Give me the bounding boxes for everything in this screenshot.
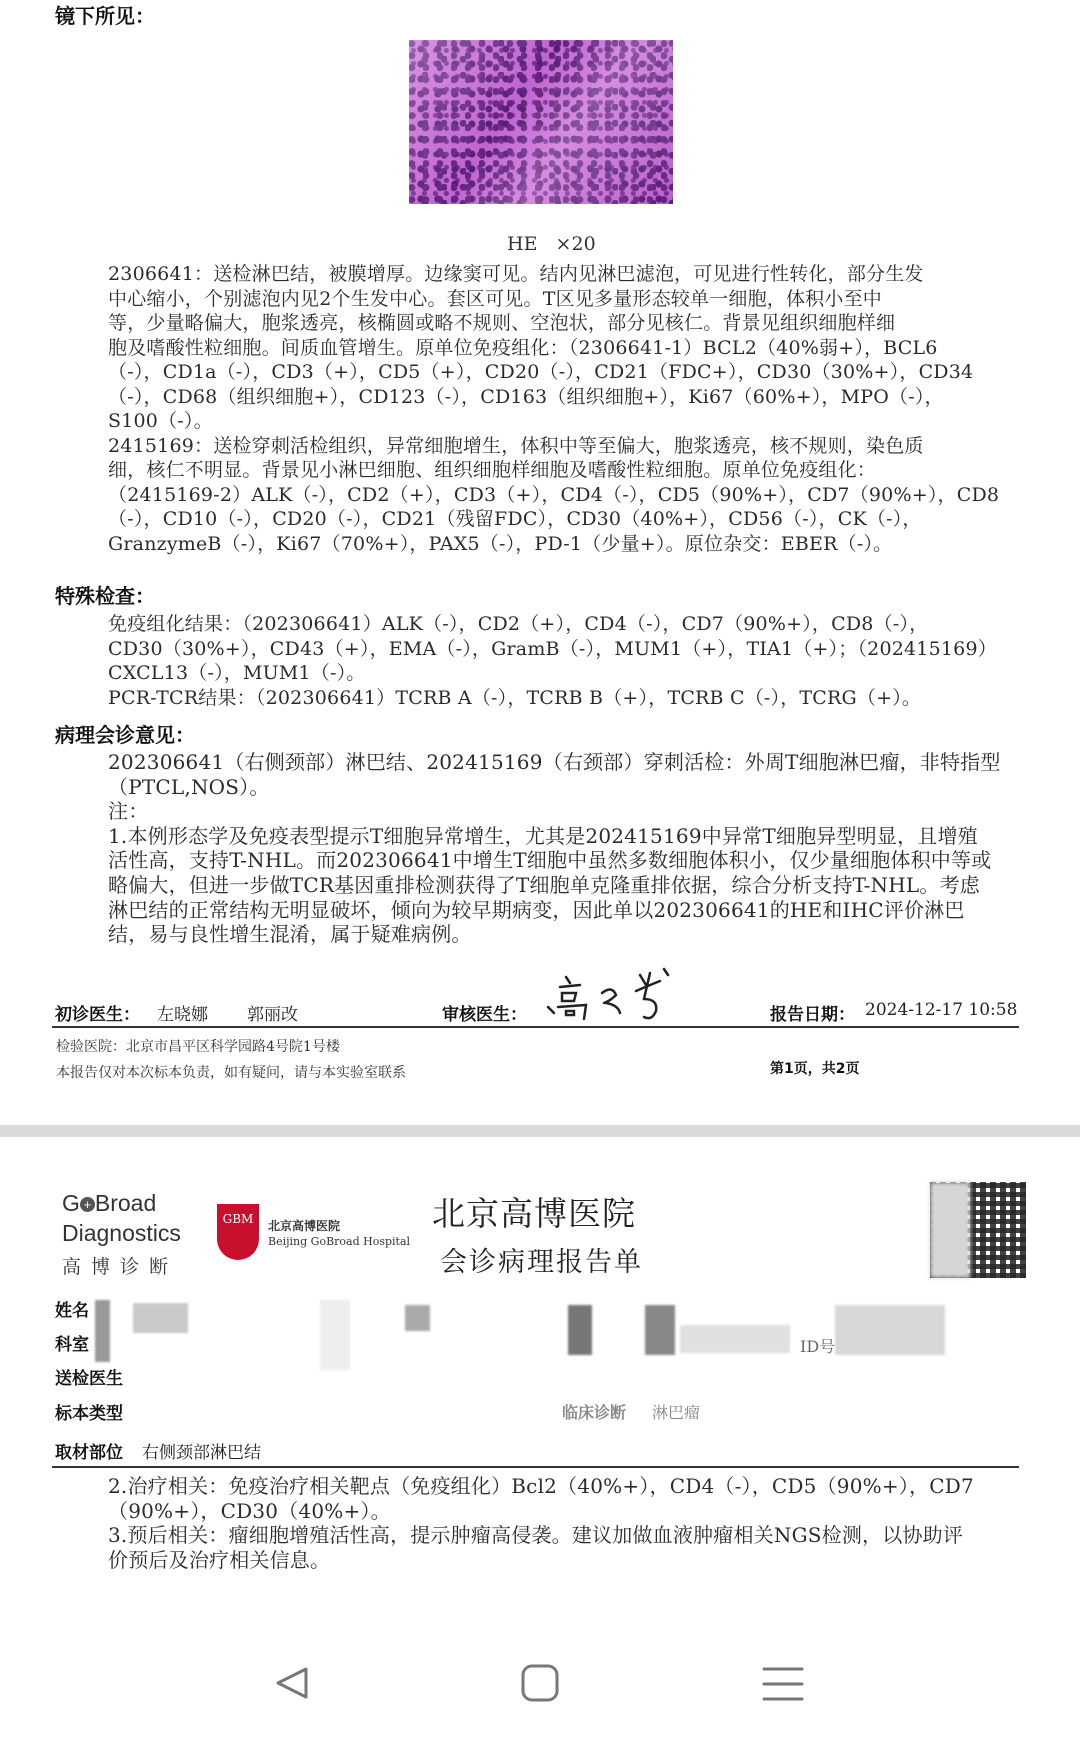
redaction	[645, 1305, 675, 1355]
field-dept-label: 科室	[55, 1335, 89, 1355]
special-exam-heading: 特殊检查：	[55, 584, 155, 608]
redaction	[568, 1305, 592, 1355]
field-doctor-label: 送检医生	[55, 1369, 123, 1389]
report-date-label: 报告日期：	[770, 1005, 855, 1025]
field-name-label: 姓名	[55, 1301, 89, 1321]
disclaimer: 本报告仅对本次标本负责，如有疑问，请与本实验室联系	[56, 1065, 406, 1081]
text-line: 2306641：送检淋巴结，被膜增厚。边缘窦可见。结内见淋巴滤泡，可见进行性转化，部分生发	[108, 263, 924, 285]
text-line: PCR-TCR结果：（202306641）TCRB A（-），TCRB B（+），TCRB C（-），TCRG（+）。	[108, 686, 922, 709]
text-line: 1.本例形态学及免疫表型提示T细胞异常增生，尤其是202415169中异常T细胞异型明显，且增殖	[108, 823, 978, 848]
text-line: （-），CD1a（-），CD3（+），CD5（+），CD20（-），CD21（FDC+），CD30（30%+），CD34	[108, 361, 974, 383]
text-line: 价预后及治疗相关信息。	[108, 1547, 331, 1572]
report-date: 2024-12-17 10:58	[865, 1000, 1018, 1020]
text-line: 结，易与良性增生混淆，属于疑难病例。	[108, 922, 472, 947]
text-line: 略偏大，但进一步做TCR基因重排检测获得了T细胞单克隆重排依据，综合分析支持T-NHL。考虑	[108, 872, 980, 897]
redaction	[835, 1305, 945, 1355]
text-line: （-），CD10（-），CD20（-），CD21（残留FDC），CD30（40%+），CD56（-），CK（-），	[108, 508, 922, 530]
text-line: S100（-）。	[108, 410, 213, 432]
clinical-dx-value: 淋巴瘤	[652, 1403, 701, 1422]
text-line: （PTCL,NOS）。	[108, 774, 270, 799]
review-doctor-signature	[540, 955, 690, 1025]
redaction	[95, 1300, 110, 1362]
microscope-heading: 镜下所见：	[55, 4, 155, 28]
back-icon[interactable]	[272, 1663, 312, 1703]
text-line: 胞及嗜酸性粒细胞。间质血管增生。原单位免疫组化：（2306641-1）BCL2（40%弱+），BCL6	[108, 336, 938, 359]
text-line: CXCL13（-），MUM1（-）。	[108, 662, 366, 684]
text-line: 等，少量略偏大，胞浆透亮，核椭圆或略不规则、空泡状，部分见核仁。背景见组织细胞样细	[108, 312, 896, 334]
id-label: ID号	[800, 1337, 836, 1356]
plus-circle-icon: +	[80, 1197, 95, 1212]
text-line: GranzymeB（-），Ki67（70%+），PAX5（-），PD-1（少量+）。原位杂交：EBER（-）。	[108, 532, 893, 555]
text-line: （-），CD68（组织细胞+），CD123（-），CD163（组织细胞+），Ki67（60%+），MPO（-），	[108, 385, 944, 408]
microscope-description	[108, 262, 1028, 556]
text-line: 细，核仁不明显。背景见小淋巴细胞、组织细胞样细胞及嗜酸性粒细胞。原单位免疫组化：	[108, 459, 877, 481]
gobroad-logo: G + Broad	[62, 1190, 157, 1216]
text-line: （90%+），CD30（40%+）。	[108, 1498, 391, 1523]
footer-rule	[52, 1026, 1019, 1028]
consult-heading: 病理会诊意见：	[55, 723, 195, 747]
text-line: CD30（30%+），CD43（+），EMA（-），GramB（-），MUM1（+），TIA1（+）；（202415169）	[108, 637, 997, 660]
gbm-badge: GBM	[217, 1204, 259, 1260]
hospital-title: 北京高博医院	[432, 1194, 636, 1233]
text-line: 2415169：送检穿刺活检组织，异常细胞增生，体积中等至偏大，胞浆透亮，核不规则，染色质	[108, 434, 924, 457]
recents-menu-icon[interactable]	[762, 1665, 804, 1703]
hospital-cn-small: 北京高博医院	[268, 1219, 341, 1233]
hospital-en-small: Beijing GoBroad Hospital	[268, 1235, 411, 1248]
gobroad-logo-cn: 高 博 诊 断	[62, 1256, 171, 1278]
redaction	[320, 1300, 350, 1370]
redaction	[133, 1303, 188, 1333]
text-line: 中心缩小，个别滤泡内见2个生发中心。套区可见。T区见多量形态较单一细胞，体积小至中	[108, 287, 882, 310]
field-site-label: 取材部位	[55, 1443, 123, 1463]
text-line: 3.预后相关：瘤细胞增殖活性高，提示肿瘤高侵袭。建议加做血液肿瘤相关NGS检测，以协助评	[108, 1523, 964, 1548]
home-icon[interactable]	[520, 1663, 560, 1703]
text-line: 2.治疗相关：免疫治疗相关靶点（免疫组化）Bcl2（40%+），CD4（-），CD5（90%+），CD7	[108, 1474, 974, 1498]
initial-doctor-label: 初诊医生：	[55, 1005, 140, 1025]
initial-doctor-2: 郭丽改	[247, 1005, 298, 1025]
special-exam-text	[108, 612, 1028, 710]
initial-doctor-1: 左晓娜	[157, 1005, 208, 1025]
clinical-dx-label: 临床诊断	[562, 1403, 627, 1422]
redaction	[680, 1325, 790, 1353]
gobroad-logo-sub: Diagnostics	[62, 1220, 181, 1246]
redaction	[405, 1305, 430, 1331]
sampling-site: 右侧颈部淋巴结	[142, 1443, 261, 1463]
header-rule	[52, 1466, 1019, 1468]
report-title: 会诊病理报告单	[440, 1247, 643, 1278]
review-doctor-label: 审核医生：	[442, 1005, 527, 1025]
page-separator	[0, 1125, 1080, 1137]
hospital-address: 检验医院：北京市昌平区科学园路4号院1号楼	[56, 1039, 340, 1055]
text-line: 淋巴结的正常结构无明显破坏，倾向为较早期病变，因此单以202306641的HE和IHC评价淋巴	[108, 897, 965, 922]
consult-text	[108, 750, 1028, 947]
text-line: （2415169-2）ALK（-），CD2（+），CD3（+），CD4（-），CD5（90%+），CD7（90%+），CD8	[108, 483, 1000, 506]
page-info: 第1页，共2页	[770, 1061, 860, 1077]
treatment-prognosis-text	[108, 1474, 1028, 1572]
he-micrograph	[409, 40, 673, 204]
field-specimen-label: 标本类型	[55, 1404, 123, 1424]
text-line: 免疫组化结果：（202306641）ALK（-），CD2（+），CD4（-），CD7（90%+），CD8（-），	[108, 613, 929, 635]
text-line: 202306641（右侧颈部）淋巴结、202415169（右颈部）穿刺活检：外周T细胞淋巴瘤，非特指型	[108, 750, 1001, 774]
image-caption: HE ×20	[507, 233, 596, 255]
text-line: 活性高，支持T-NHL。而202306641中增生T细胞中虽然多数细胞体积小，仅少量细胞体积中等或	[108, 848, 992, 873]
text-line: 注：	[108, 799, 149, 824]
qr-code	[930, 1182, 1026, 1278]
